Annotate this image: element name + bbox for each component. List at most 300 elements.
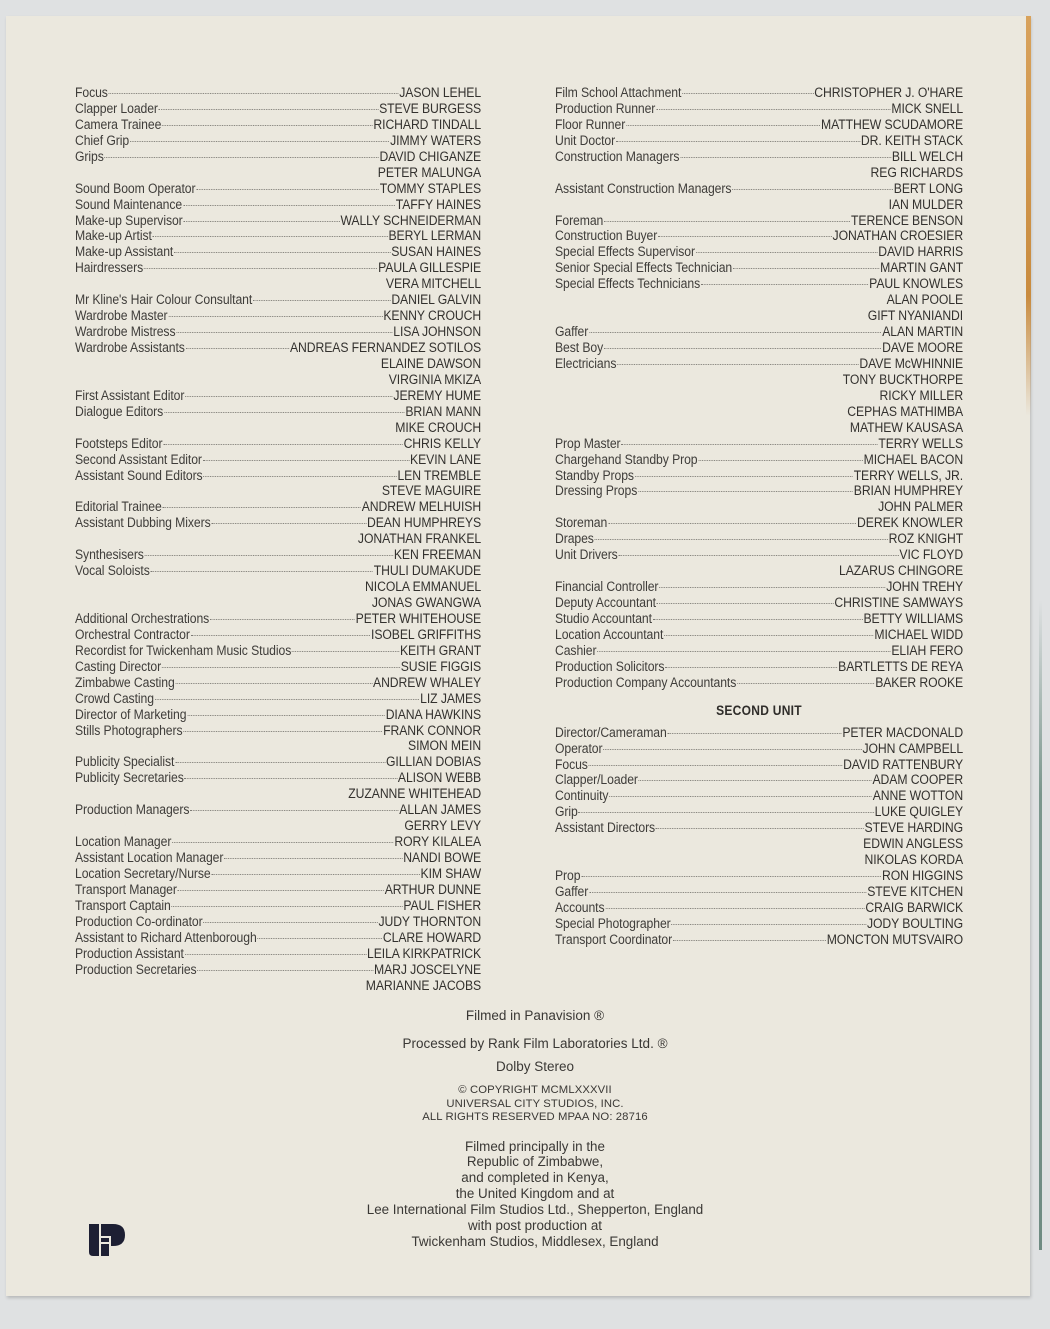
dot-leader [183,221,339,222]
credit-role: Chief Grip [75,132,130,149]
credit-role: Production Assistant [75,945,184,962]
credit-role: Special Effects Technicians [555,276,701,293]
credit-row [75,819,481,835]
credit-role: Continuity [555,788,609,805]
credit-role: Clapper Loader [75,100,158,117]
dot-leader [656,828,864,829]
credit-role: Recordist for Twickenham Music Studios [75,642,292,659]
credit-row [75,500,481,516]
credit-row [75,309,481,325]
credit-name: SIMON MEIN [408,738,482,755]
credit-name: DAVE McWHINNIE [859,355,964,372]
credit-name: LIZ JAMES [420,690,482,707]
credit-role: Hairdressers [75,260,144,277]
credit-row [75,102,481,118]
credit-name: ADAM COOPER [872,772,964,789]
credit-name: THULI DUMAKUDE [373,563,482,580]
credit-row [555,229,963,245]
credit-role: Unit Drivers [555,547,618,564]
dot-leader [682,93,813,94]
dot-leader [658,236,832,237]
credit-row [75,293,481,309]
credit-row [75,166,481,182]
dot-leader [159,109,378,110]
credit-row [555,564,963,580]
credit-row [75,325,481,341]
credit-row [555,596,963,612]
credit-role: Crowd Casting [75,690,154,707]
credit-role: Special Effects Supervisor [555,244,695,261]
dot-leader [178,890,384,891]
credit-row [75,421,481,437]
credit-row [555,612,963,628]
credit-row [555,134,963,150]
credit-role: Construction Buyer [555,228,658,245]
credit-row [555,166,963,182]
dot-leader [657,603,834,604]
credit-role: Production Managers [75,802,190,819]
credit-name: TERENCE BENSON [851,212,964,229]
dot-leader [617,364,858,365]
credit-role: Synthesisers [75,547,144,564]
credit-row [75,676,481,692]
credit-name: ZUZANNE WHITEHEAD [348,786,482,803]
credit-row [75,883,481,899]
credit-name: ISOBEL GRIFFITHS [371,626,482,643]
credit-row [75,357,481,373]
dot-leader [665,667,837,668]
credit-name: JONATHAN CROESIER [832,228,964,245]
dot-leader [597,651,890,652]
credit-name: ELAINE DAWSON [380,355,482,372]
credit-name: CHRISTINE SAMWAYS [834,595,964,611]
credit-name: BERYL LERMAN [388,228,482,245]
credit-row [555,516,963,532]
dot-leader [653,619,863,620]
credit-name: CLARE HOWARD [382,929,482,946]
credit-name: MICHAEL WIDD [874,626,964,643]
dot-leader [668,733,842,734]
credit-role: Wardrobe Assistants [75,340,185,356]
dot-leader [175,762,385,763]
credit-name: TERRY WELLS [878,435,964,452]
dot-leader [172,842,393,843]
dot-leader [130,141,389,142]
credit-role: Location Accountant [555,626,664,643]
dot-leader [581,876,881,877]
credit-role: Unit Doctor [555,132,616,149]
credit-name: JONAS GWANGWA [371,595,482,611]
credit-name: BRIAN MANN [405,403,482,420]
credit-name: DAVID CHIGANZE [379,148,482,165]
credit-name: MICHAEL BACON [863,451,964,468]
credit-name: MATTHEW SCUDAMORE [821,116,964,133]
credit-name: MATHEW KAUSASA [849,419,964,436]
credit-row [555,726,963,742]
credit-name: DEAN HUMPHREYS [367,515,482,532]
credit-row [555,102,963,118]
credit-role: Foreman [555,212,604,229]
credit-row [75,596,481,612]
location-line: Republic of Zimbabwe, [466,1154,604,1170]
location-line: the United Kingdom and at [455,1186,615,1202]
copyright-line: © COPYRIGHT MCMLXXXVII [458,1084,612,1096]
credit-role: First Assistant Editor [75,387,185,404]
second-unit-heading: SECOND UNIT [716,701,802,718]
dot-leader [164,412,404,413]
dot-leader [604,221,850,222]
credit-role: Sound Boom Operator [75,180,196,197]
credit-role: Production Runner [555,100,656,117]
credit-role: Assistant Directors [555,820,656,837]
credit-row [555,773,963,789]
location-line: Lee International Film Studios Ltd., Shepperton, England [366,1202,704,1218]
dot-leader [176,683,373,684]
dot-leader [589,892,866,893]
dot-leader [144,268,377,269]
credit-row [75,947,481,963]
credit-role: Zimbabwe Casting [75,674,175,691]
credit-name: MARIANNE JACOBS [365,977,482,994]
credit-row [75,469,481,485]
credit-role: Make-up Assistant [75,244,174,261]
credit-row [75,245,481,261]
credit-row [75,692,481,708]
credit-role: Transport Manager [75,881,177,898]
credit-row [555,86,963,102]
dot-leader [187,715,385,716]
credit-row [555,901,963,917]
copyright-line: ALL RIGHTS RESERVED MPAA NO: 28716 [422,1111,648,1123]
credit-name: ANDREW WHALEY [373,674,482,691]
credit-name: WALLY SCHNEIDERMAN [340,212,482,229]
credit-name: PAUL FISHER [403,897,482,914]
credit-role: Dressing Props [555,483,638,500]
credit-row [555,484,963,500]
credit-role: Additional Orchestrations [75,610,210,627]
credit-row [555,885,963,901]
credit-name: MICK SNELL [891,100,964,117]
credit-row [555,789,963,805]
credit-name: ARTHUR DUNNE [384,881,482,898]
copyright-block [300,1084,770,1125]
credit-role: Wardrobe Master [75,308,168,325]
credit-name: BARTLETTS DE REYA [838,658,964,675]
credit-name: VERA MITCHELL [385,276,482,293]
credit-role: Assistant to Richard Attenborough [75,929,257,946]
credit-name: JIMMY WATERS [390,132,482,149]
credit-name: TONY BUCKTHORPE [842,371,964,388]
credits-column-left [75,86,481,994]
credit-row [75,803,481,819]
dot-leader [155,699,420,700]
credit-row [75,724,481,740]
credit-role: Orchestral Contractor [75,626,190,643]
credit-name: ALAN MARTIN [882,324,964,341]
credit-name: MARTIN GANT [880,260,964,277]
credit-role: Gaffer [555,884,589,900]
credit-row [555,325,963,341]
dot-leader [701,284,868,285]
dot-leader [190,810,398,811]
credit-name: SUSIE FIGGIS [400,658,482,675]
credit-role: Grips [75,148,104,165]
credit-row [555,357,963,373]
credit-row [75,708,481,724]
credit-role: Operator [555,740,603,757]
credit-name: DEREK KNOWLER [857,515,964,532]
credit-role: Focus [555,756,588,773]
credit-name: DR. KEITH STACK [860,132,964,149]
credit-name: JOHN PALMER [878,499,964,516]
credit-name: LAZARUS CHINGORE [839,563,964,580]
dot-leader [604,348,881,349]
location-line: and completed in Kenya, [461,1170,609,1186]
credit-name: MARJ JOSCELYNE [374,961,482,978]
credit-name: RICHARD TINDALL [373,116,482,133]
credit-name: GERRY LEVY [404,818,482,835]
credit-row [555,628,963,644]
credit-row [75,899,481,915]
dot-leader [621,444,877,445]
dot-leader [224,858,402,859]
credit-role: Deputy Accountant [555,595,656,611]
credit-role: Special Photographer [555,915,671,932]
credit-role: Transport Captain [75,897,171,914]
credit-row [75,277,481,293]
dot-leader [163,444,402,445]
credit-name: STEVE BURGESS [379,100,482,117]
credit-role: Senior Special Effects Technician [555,260,733,277]
credit-row [555,758,963,774]
credit-row [555,373,963,389]
page-edge-orange [1026,16,1031,416]
credit-name: KIM SHAW [420,865,482,882]
credits-column-right [555,86,963,949]
credit-role: Cashier [555,642,597,659]
credit-row [555,742,963,758]
location-line: Filmed principally in the [465,1138,605,1154]
credit-name: ALISON WEBB [397,770,482,787]
copyright-line: UNIVERSAL CITY STUDIOS, INC. [446,1097,624,1110]
credit-role: Prop [555,868,581,885]
credit-name: LEN TREMBLE [397,467,482,484]
credit-name: NIKOLAS KORDA [864,852,964,869]
credit-name: STEVE KITCHEN [867,884,964,900]
dot-leader [203,476,396,477]
dot-leader [619,555,899,556]
dot-leader [659,587,885,588]
credit-role: Gaffer [555,324,589,341]
credit-row [75,341,481,357]
credit-name: CHRISTOPHER J. O'HARE [814,85,964,101]
dot-leader [608,523,856,524]
credit-role: Wardrobe Mistress [75,324,176,341]
dot-leader [183,731,382,732]
dot-leader [109,93,399,94]
dot-leader [595,539,888,540]
credit-role: Make-up Supervisor [75,212,183,229]
credit-name: PETER MACDONALD [842,724,964,741]
dot-leader [197,970,373,971]
dot-leader [589,765,843,766]
credit-row [555,869,963,885]
dot-leader [105,157,379,158]
dolby-credit: Dolby Stereo [495,1059,575,1074]
credit-role: Film School Attachment [555,85,682,101]
filming-locations [300,1139,770,1250]
credit-name: PETER WHITEHOUSE [355,610,482,627]
dot-leader [733,268,879,269]
dot-leader [579,812,874,813]
panavision-credit: Filmed in Panavision ® [465,1008,605,1023]
credit-name: JOHN CAMPBELL [862,740,964,757]
credit-row [75,182,481,198]
credit-row [555,580,963,596]
credit-role: Vocal Soloists [75,563,150,580]
credit-row [75,787,481,803]
credit-row [75,931,481,947]
credit-row [555,341,963,357]
dot-leader [185,778,397,779]
credit-row [75,373,481,389]
dot-leader [680,157,891,158]
credit-name: JEREMY HUME [393,387,482,404]
credit-row [75,229,481,245]
credit-row [75,660,481,676]
credit-row [75,580,481,596]
credit-role: Chargehand Standby Prop [555,451,698,468]
credit-role: Assistant Dubbing Mixers [75,515,211,532]
dot-leader [639,780,872,781]
footer-technical [300,1004,770,1250]
credit-role: Assistant Location Manager [75,850,224,866]
credit-row [555,500,963,516]
credit-name: DIANA HAWKINS [385,706,482,723]
credit-row [75,755,481,771]
credit-name: STEVE HARDING [864,820,964,837]
credit-name: MIKE CROUCH [395,419,482,436]
credit-role: Casting Director [75,658,162,675]
dot-leader [696,252,878,253]
credit-role: Stills Photographers [75,722,183,739]
credit-row [555,261,963,277]
credit-role: Sound Maintenance [75,196,183,213]
credit-name: DAVID RATTENBURY [843,756,964,773]
credit-row [75,644,481,660]
dot-leader [605,908,864,909]
credit-role: Publicity Secretaries [75,770,184,787]
credit-row [75,261,481,277]
dot-leader [176,332,392,333]
credit-row [555,437,963,453]
credit-row [75,979,481,995]
credit-name: PAULA GILLESPIE [378,260,482,277]
credit-role: Production Co-ordinator [75,913,203,930]
credit-role: Standby Props [555,467,634,484]
credit-row [75,739,481,755]
dot-leader [151,571,373,572]
dot-leader [626,125,820,126]
location-line: with post production at [468,1218,602,1234]
credit-name: RON HIGGINS [881,868,964,885]
credit-role: Studio Accountant [555,610,652,627]
dot-leader [737,683,874,684]
credit-role: Second Assistant Editor [75,451,202,468]
credit-row [555,182,963,198]
credit-role: Location Manager [75,834,172,851]
credit-role: Production Company Accountants [555,674,737,691]
dot-leader [292,651,399,652]
credit-row [75,612,481,628]
credit-row [75,453,481,469]
credit-name: LISA JOHNSON [393,324,482,341]
credit-role: Dialogue Editors [75,403,164,420]
credit-name: DAVE MOORE [882,340,964,356]
credit-row [555,660,963,676]
dot-leader [609,796,872,797]
credit-row [75,198,481,214]
credit-name: CHRIS KELLY [403,435,482,452]
credit-name: CEPHAS MATHIMBA [847,403,964,420]
credit-row [555,469,963,485]
dot-leader [210,619,355,620]
credit-row [555,214,963,230]
credit-name: REG RICHARDS [870,164,964,181]
credit-name: GILLIAN DOBIAS [385,754,482,771]
credit-row [555,532,963,548]
credit-row [555,853,963,869]
credit-row [555,917,963,933]
credit-row [555,933,963,949]
credit-name: TAFFY HAINES [395,196,482,213]
credit-role: Financial Controller [555,579,659,596]
dot-leader [589,332,881,333]
credit-row [75,437,481,453]
credit-name: BAKER ROOKE [875,674,964,691]
credit-name: KENNY CROUCH [383,308,482,325]
credit-name: DAVID HARRIS [878,244,964,261]
dot-leader [211,874,419,875]
credit-row [75,628,481,644]
credit-name: IAN MULDER [888,196,964,213]
credit-row [75,963,481,979]
processed-credit: Processed by Rank Film Laboratories Ltd. ® [402,1036,668,1051]
dot-leader [162,667,400,668]
credit-name: LEILA KIRKPATRICK [367,945,482,962]
dot-leader [698,460,862,461]
credit-row [75,405,481,421]
dot-leader [172,906,403,907]
credit-role: Mr Kline's Hair Colour Consultant [75,292,253,309]
credit-row [75,564,481,580]
credit-row [75,118,481,134]
dot-leader [635,476,853,477]
credit-row [555,405,963,421]
dot-leader [673,940,826,941]
credit-role: Transport Coordinator [555,931,673,948]
credit-role: Grip [555,804,578,821]
credit-row [75,134,481,150]
credit-name: ANNE WOTTON [872,788,964,805]
credit-name: ANDREW MELHUISH [361,499,482,516]
credit-role: Production Solicitors [555,658,665,675]
credit-name: TOMMY STAPLES [379,180,482,197]
credit-name: EDWIN ANGLESS [863,836,964,853]
credit-name: KEITH GRANT [399,642,482,659]
credit-name: LUKE QUIGLEY [874,804,964,821]
credit-row [555,676,963,692]
